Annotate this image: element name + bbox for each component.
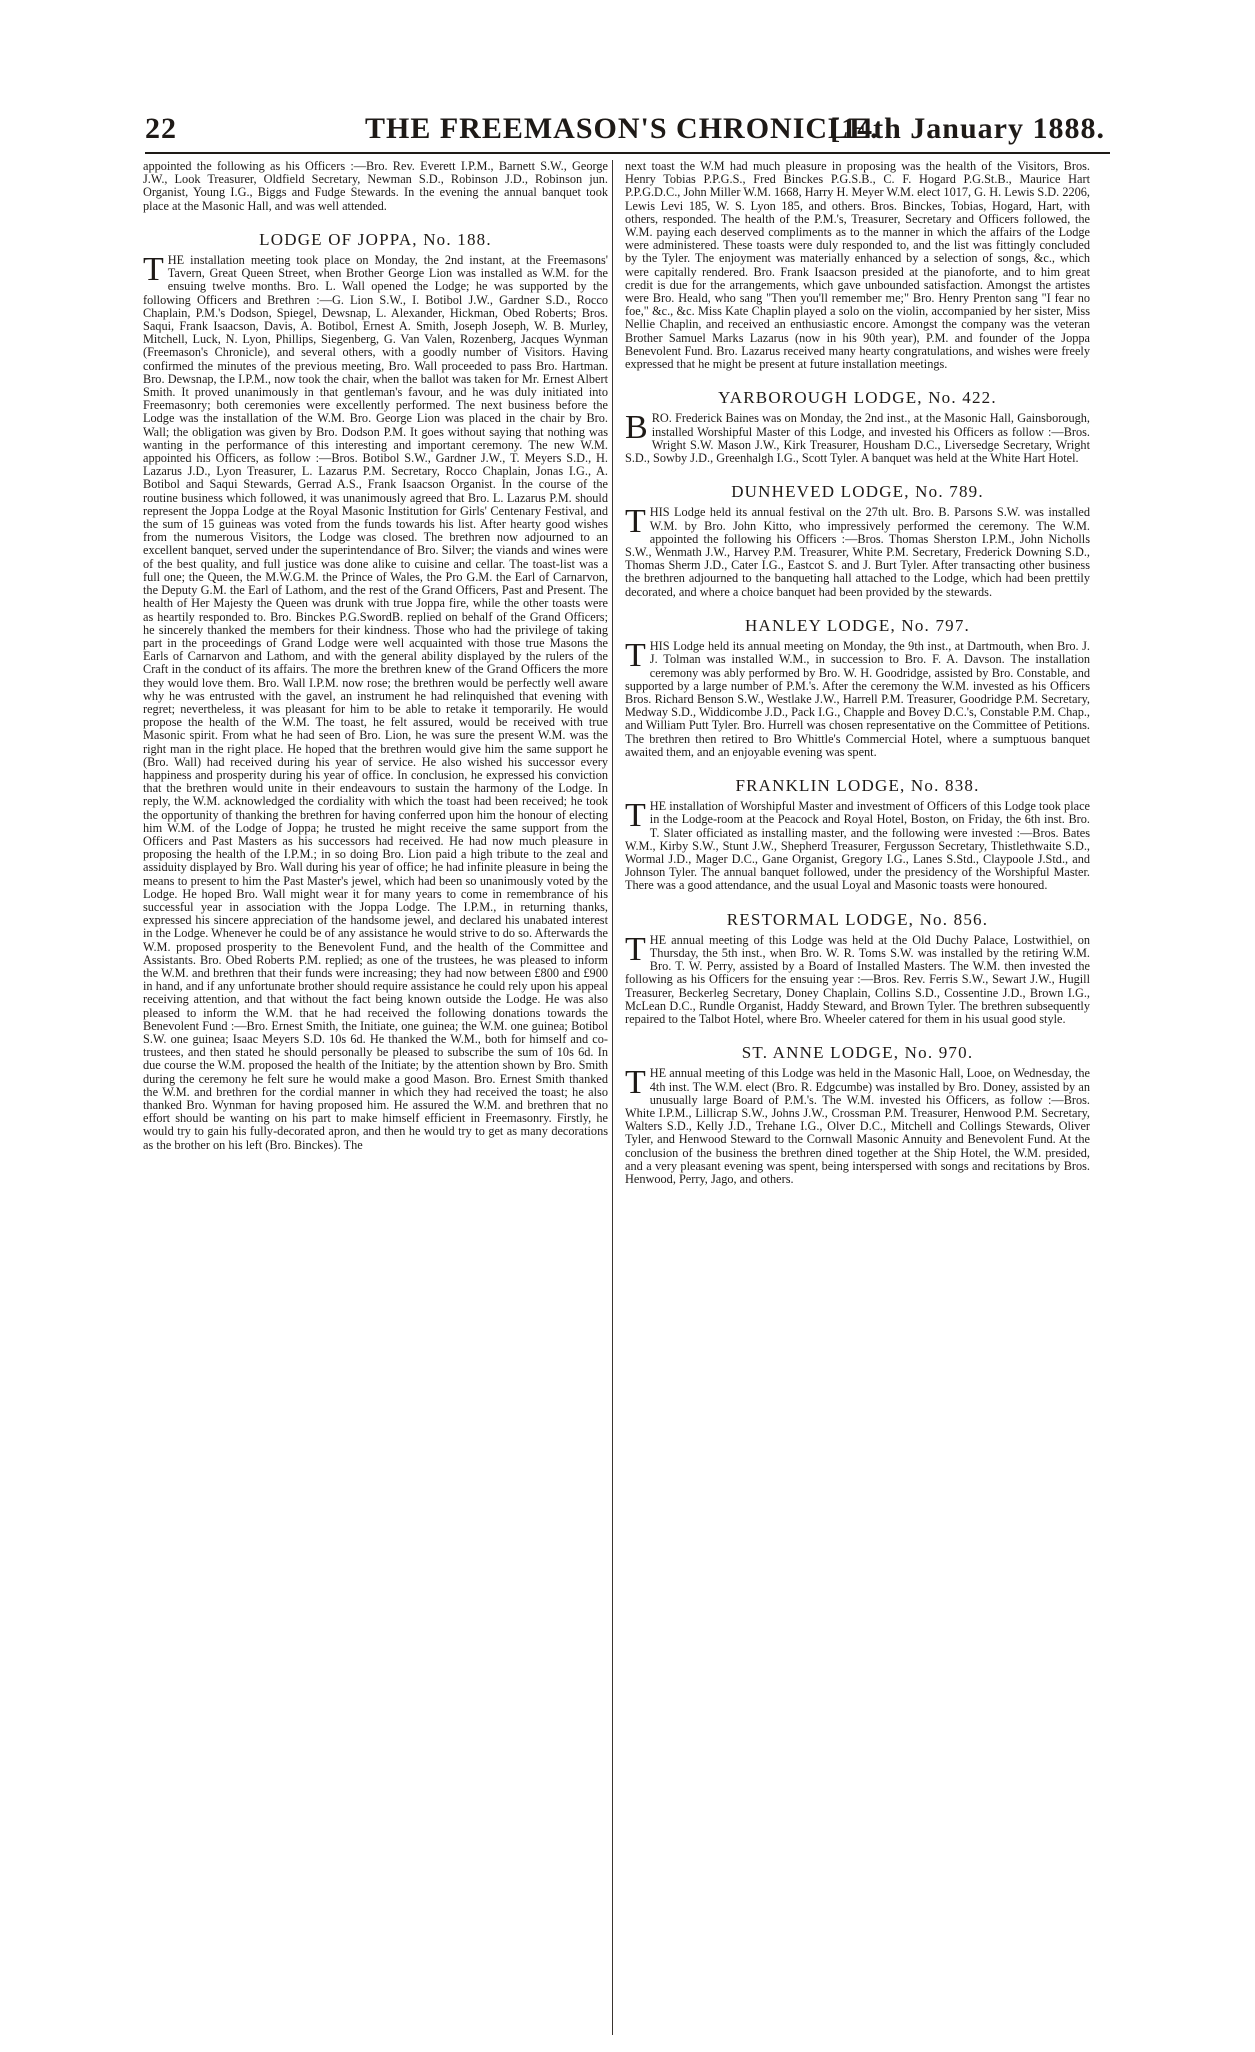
yarborough-report: BRO. Frederick Baines was on Monday, the 2nd inst., at the Masonic Hall, Gainsborough, installed Worshipful Master of this Lodge, and invested his Officers as follow :—Bros. Wright S.W. Mason J.W., Kirk Treasurer, Housham D.C., Liversedge Secretary, Wright S.D., Sowby J.D., Greenhalgh I.G., Scott Tyler. A banquet was held at the White Hart Hotel. xyxy=(625,409,1090,466)
page-number: 22 xyxy=(145,112,177,145)
column-divider xyxy=(612,160,613,2035)
joppa-heading: LODGE OF JOPPA, No. 188. xyxy=(259,229,492,249)
previous-report-ending: appointed the following as his Officers :—Bro. Rev. Everett I.P.M., Barnett S.W., George J.W., Look Treasurer, Oldfield Secretary, Newman S.D., Robinson J.D., Robinson jun. Organist, Young I.G., Biggs and Fudge Stewards. In the evening the annual banquet took place at the Masonic Hall, and was well attended. xyxy=(143,160,608,213)
publication-title: THE FREEMASON'S CHRONICLE. xyxy=(365,112,879,145)
hanley-heading: HANLEY LODGE, No. 797. xyxy=(744,615,971,635)
dunheved-report: THIS Lodge held its annual festival on the 27th ult. Bro. B. Parsons S.W. was installed W.M. by Bro. John Kitto, who impressively performed the ceremony. The W.M. appointed the following his Officers :—Bros. Thomas Sherston I.P.M., John Nicholls S.W., Wenmath J.W., Harvey P.M. Treasurer, White P.M. Secretary, Frederick Downing S.D., Thomas Sherm J.D., Cater I.G., Eastcot S. and J. Burt Tyler. After transacting other business the brethren adjourned to the banqueting hall attached to the Lodge, which had been prettily decorated, and where a choice banquet had been provided by the stewards. xyxy=(625,503,1090,599)
left-column xyxy=(143,160,608,2040)
dunheved-heading: DUNHEVED LODGE, No. 789. xyxy=(731,482,984,502)
franklin-report: THE installation of Worshipful Master and investment of Officers of this Lodge took place in the Lodge-room at the Peacock and Royal Hotel, Boston, on Friday, the 6th inst. Bro. T. Slater officiated as installing master, and the following were invested :—Bros. Bates W.M., Kirby S.W., Stunt J.W., Shepherd Treasurer, Fergusson Secretary, Thistlethwaite S.D., Wormal J.D., Mager D.C., Gane Organist, Gregory I.G., Lanes S.Std., Claypoole J.Std., and Johnson Tyler. The annual banquet followed, under the presidency of the Worshipful Master. There was a good attendance, and the usual Loyal and Masonic toasts were honoured. xyxy=(625,797,1090,893)
joppa-report-continued: next toast the W.M had much pleasure in proposing was the health of the Visitors, Bros. Henry Tobias P.P.G.S., Fred Binckes P.G.S.B., C. F. Hogard P.G.St.B., Maurice Hart P.P.G.D.C., John Miller W.M. 1668, Harry H. Meyer W.M. elect 1017, G. H. Lewis S.D. 2206, Lewis Levi 185, W. S. Lyon 185, and others. Bros. Binckes, Tobias, Hogard, Hart, with others, responded. The health of the P.M.'s, Treasurer, Secretary and Officers followed, the W.M. paying each deserved compliments as to the manner in which the affairs of the Lodge were administered. These toasts were duly responded to, and the list was fittingly concluded by the Tyler. The enjoyment was materially enhanced by a selection of songs, &c., which were capitally rendered. Bro. Frank Isaacson presided at the pianoforte, and to him great credit is due for the arrangements, which gave unbounded satisfaction. Amongst the artistes were Bro. Heald, who sang "Then you'll remember me;" Bro. Henry Prenton sang "I fear no foe," &c., &c. Miss Kate Chaplin played a solo on the violin, accompanied by her sister, Miss Nellie Chaplin, and received an enthusiastic encore. Amongst the company was the veteran Brother Samuel Marks Lazarus (now in his 90th year), P.M. and founder of the Joppa Benevolent Fund. Bro. Lazarus received many hearty congratulations, and wishes were freely expressed that he might be present at future installation meetings. xyxy=(625,160,1090,372)
franklin-heading: FRANKLIN LODGE, No. 838. xyxy=(735,775,980,795)
st-anne-report: THE annual meeting of this Lodge was held in the Masonic Hall, Looe, on Wednesday, the 4th inst. The W.M. elect (Bro. R. Edgcumbe) was installed by Bro. Doney, assisted by an unusually large Board of P.M.'s. The W.M. invested his Officers, as follow :—Bros. White I.P.M., Lillicrap S.W., Johns J.W., Crossman P.M. Treasurer, Henwood P.M. Secretary, Walters S.D., Kelly J.D., Trehane I.G., Olver D.C., Mitchell and Collings Stewards, Oliver Tyler, and Henwood Steward to the Cornwall Masonic Annuity and Benevolent Fund. At the conclusion of the business the brethren dined together at the Ship Hotel, the W.M. presided, and a very pleasant evening was spent, being interspersed with songs and recitations by Bros. Henwood, Perry, Jago, and others. xyxy=(625,1064,1090,1186)
restormal-heading: RESTORMAL LODGE, No. 856. xyxy=(726,909,989,929)
joppa-report: THE installation meeting took place on Monday, the 2nd instant, at the Freemasons' Tavern, Great Queen Street, when Brother George Lion was installed as W.M. for the ensuing twelve months. Bro. L. Wall opened the Lodge; he was supported by the following Officers and Brethren :—G. Lion S.W., I. Botibol J.W., Gardner S.D., Rocco Chaplain, P.M.'s Dodson, Spiegel, Dewsnap, L. Alexander, Hickman, Obed Roberts; Bros. Saqui, Frank Isaacson, Davis, A. Botibol, Ernest A. Smith, Joseph Joseph, W. B. Murley, Mitchell, Luck, N. Lyon, Phillips, Siegenberg, G. Van Valen, Rozenberg, Jacques Wynman (Freemason's Chronicle), and several others, with a goodly number of Visitors. Having confirmed the minutes of the previous meeting, Bro. Wall proceeded to pass Bro. Hartman. Bro. Dewsnap, the I.P.M., now took the chair, when the ballot was taken for Mr. Ernest Albert Smith. It proved unanimously in that gentleman's favour, and he was duly initiated into Freemasonry; both ceremonies were excellently performed. The next business before the Lodge was the installation of the W.M. Bro. George Lion was placed in the chair by Bro. Wall; the obligation was given by Bro. Dodson P.M. It goes without saying that nothing was wanting in the performance of this interesting and important ceremony. The new W.M. appointed his Officers, as follow :—Bros. Botibol S.W., Gardner J.W., T. Meyers S.D., H. Lazarus J.D., Lyon Treasurer, L. Lazarus P.M. Secretary, Rocco Chaplain, Jonas I.G., A. Botibol and Saqui Stewards, Gerrad A.S., Frank Isaacson Organist. In the course of the routine business which followed, it was unanimously agreed that Bro. L. Lazarus P.M. should represent the Joppa Lodge at the Royal Masonic Institution for Girls' Centenary Festival, and the sum of 15 guineas was voted from the funds towards his list. After hearty good wishes from the numerous Visitors, the Lodge was closed. The brethren now adjourned to an excellent banquet, served under the superintendance of Bro. Silver; the viands and wines were of the best quality, and full justice was done alike to cuisine and cellar. The toast-list was a full one; the Queen, the M.W.G.M. the Prince of Wales, the Pro G.M. the Earl of Carnarvon, the Deputy G.M. the Earl of Lathom, and the rest of the Grand Officers, Past and Present. The health of Her Majesty the Queen was drunk with true Joppa fire, while the other toasts were as heartily responded to. Bro. Binckes P.G.SwordB. replied on behalf of the Grand Officers; he sincerely thanked the members for their kindness. Those who had the privilege of taking part in the proceedings of Grand Lodge were well acquainted with those true Masons the Earls of Carnarvon and Lathom, and with the general ability displayed by the rulers of the Craft in the conduct of its affairs. The more the brethren knew of the Grand Officers the more they would love them. Bro. Wall I.P.M. now rose; the brethren would be perfectly well aware why he was entrusted with the gavel, an instrument he had relinquished that evening with regret; nevertheless, it was pleasant for him to be able to retake it temporarily. He would propose the health of the W.M. The toast, he felt assured, would be received with true Masonic spirit. From what he had seen of Bro. Lion, he was sure the present W.M. was the right man in the right place. He hoped that the brethren would give him the same support he (Bro. Wall) had received during his year of service. He also wished his successor every happiness and prosperity during his year of office. In conclusion, he expressed his conviction that the brethren would unite in their endeavours to sustain the harmony of the Lodge. In reply, the W.M. acknowledged the cordiality with which the toast had been received; he took the opportunity of thanking the brethren for having conferred upon him the honour of electing him W.M. of the Lodge of Joppa; he trusted he might receive the same support from the Officers and Past Masters as his successors had received. He had now much pleasure in proposing the health of the I.P.M.; in so doing Bro. Lion paid a high tribute to the zeal and assiduity displayed by Bro. Wall during his year of office; he had infinite pleasure in being the means to present to him the Past Master's jewel, which had been so unanimously voted by the Lodge. He hoped Bro. Wall might wear it for many years to come in remembrance of his successful year in association with the Joppa Lodge. The I.P.M., in returning thanks, expressed his sincere appreciation of the handsome jewel, and declared his unabated interest in the Lodge. Whenever he could be of any assistance he would strive to do so. Afterwards the W.M. proposed prosperity to the Benevolent Fund, and the health of the Committee and Assistants. Bro. Obed Roberts P.M. replied; as one of the trustees, he was pleased to inform the W.M. and brethren that their funds were increasing; they had now between £800 and £900 in hand, and if any unfortunate brother should require assistance he could rely upon his appeal receiving attention, and that without the fact being known outside the Lodge. He was also pleased to inform the W.M. that he had received the following donations towards the Benevolent Fund :—Bro. Ernest Smith, the Initiate, one guinea; the W.M. one guinea; Botibol S.W. one guinea; Isaac Meyers S.D. 10s 6d. He thanked the W.M., both for himself and co-trustees, and then stated he should personally be pleased to subscribe the sum of 10s 6d. In due course the W.M. proposed the health of the Initiate; by the attention shown by Bro. Smith during the ceremony he felt sure he would make a good Mason. Bro. Ernest Smith thanked the W.M. and brethren for the cordial manner in which they had received the toast; he also thanked Bro. Wynman for having proposed him. He assured the W.M. and brethren that no effort should be wanting on his part to make himself efficient in Freemasonry. Firstly, he would try to gain his fully-decorated apron, and then he would try to get as many decorations as the brother on his left (Bro. Binckes). The xyxy=(143,251,608,1152)
issue-date: [14th January 1888. xyxy=(830,112,1105,145)
masthead-rule xyxy=(145,152,1110,154)
right-column xyxy=(625,160,1090,2040)
st-anne-heading: ST. ANNE LODGE, No. 970. xyxy=(741,1043,974,1063)
hanley-report: THIS Lodge held its annual meeting on Monday, the 9th inst., at Dartmouth, when Bro. J. J. Tolman was installed W.M., in succession to Bro. F. A. Davson. The installation ceremony was ably performed by Bro. W. H. Goodridge, assisted by Bro. Constable, and supported by a large number of P.M.'s. After the ceremony the W.M. invested as his Officers Bros. Richard Benson S.W., Westlake J.W., Harrell P.M. Treasurer, Goodridge P.M. Secretary, Medway S.D., Widdicombe J.D., Pack I.G., Chapple and Bovey D.C.'s, Constable P.M. Chap., and William Putt Tyler. Bro. Hurrell was chosen representative on the Committee of Petitions. The brethren then retired to Bro Whittle's Commercial Hotel, where a sumptuous banquet awaited them, and an enjoyable evening was spent. xyxy=(625,637,1090,759)
restormal-report: THE annual meeting of this Lodge was held at the Old Duchy Palace, Lostwithiel, on Thursday, the 5th inst., when Bro. W. R. Toms S.W. was installed by the retiring W.M. Bro. T. W. Perry, assisted by a Board of Installed Masters. The W.M. then invested the following as his Officers for the ensuing year :—Bros. Rev. Ferris S.W., Sewart J.W., Hugill Treasurer, Beckerleg Secretary, Doney Chaplain, Collins S.D., Cossentine J.D., Brown I.G., McLean D.C., Rundle Organist, Haddy Steward, and Brown Tyler. The brethren subsequently repaired to the Talbot Hotel, where Bro. Wheeler catered for them in his usual good style. xyxy=(625,930,1090,1026)
yarborough-heading: YARBOROUGH LODGE, No. 422. xyxy=(718,388,997,408)
masthead xyxy=(145,112,1105,148)
